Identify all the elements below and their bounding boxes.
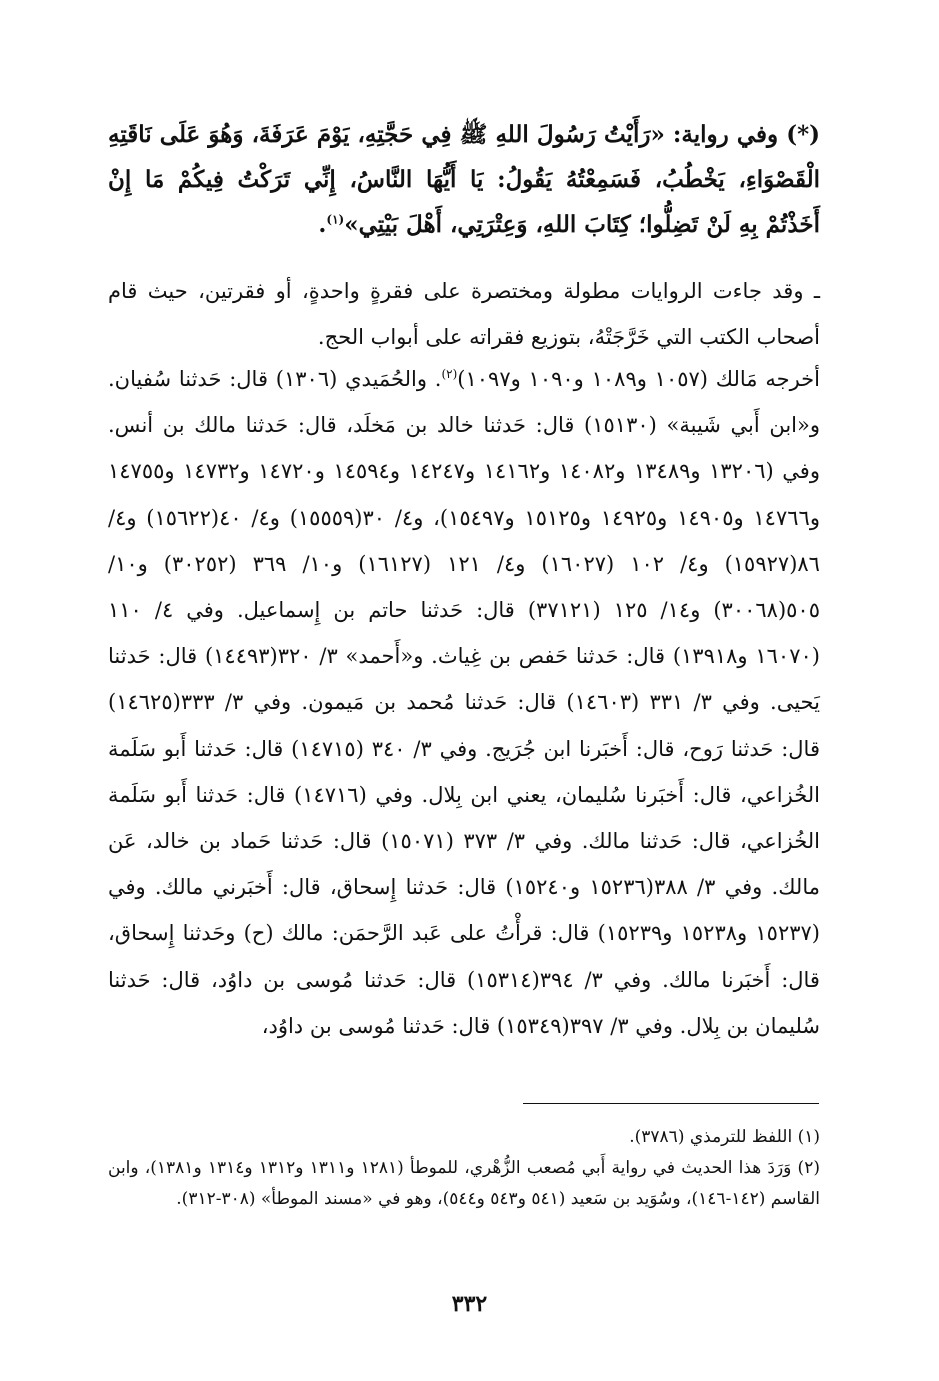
intro-paragraph: ـ وقد جاءت الروايات مطولة ومختصرة على فقرةٍ واحدةٍ، أو فقرتين، حيث قام أصحاب الكتب التي خَرَّجَتْهُ، بتوزيع فقراته على أبواب الحج.: [108, 279, 820, 349]
hadith-paragraph: (*) وفي رواية: «رَأَيْتُ رَسُولَ اللهِ ﷺ فِي حَجَّتِهِ، يَوْمَ عَرَفَةَ، وَهُوَ عَلَى نَاقَتِهِ الْقَصْوَاءِ، يَخْطُبُ، فَسَمِعْتُهُ يَقُولُ: يَا أَيُّهَا النَّاسُ، إِنِّي تَرَكْتُ فِيكُمْ مَا إِنْ أَخَذْتُمْ بِهِ لَنْ تَضِلُّوا؛ كِتَابَ اللهِ، وَعِتْرَتِي، أَهْلَ بَيْتِي»$^{(١)}$.: [108, 121, 820, 238]
footnote-2: (٢) وَرَدَ هذا الحديث في رواية أَبي مُصعب الزُّهْري، للموطأ (١٢٨١ و١٣١١ و١٣١٢ و١٣١٤ و١٣٨١)، وابن القاسم (١٤٢-١٤٦)، وسُوَيد بن سَعيد (٥٤١ و٥٤٣ و٥٤٤)، وهو في «مسند الموطأ» (٣٠٨-٣١٢).: [108, 1158, 820, 1209]
takhrij-text-part2: . والحُمَيدي (١٣٠٦) قال: حَدثنا سُفيان. و«ابن أَبي شَيبة» (١٥١٣٠) قال: حَدثنا خالد بن مَخلَد، قال: حَدثنا مالك بن أنس. وفي (١٣٢٠٦ و١٣٤٨٩ و١٤٠٨٢ و١٤١٦٢ و١٤٢٤٧ و١٤٥٩٤ و١٤٧٢٠ و١٤٧٣٢ و١٤٧٥٥ و١٤٧٦٦ و١٤٩٠٥ و١٤٩٢٥ و١٥١٢٥ و١٥٤٩٧)، و٤/ ٣٠(١٥٥٥٩) و٤/ ٤٠(١٥٦٢٢) و٤/ ٨٦(١٥٩٢٧) و٤/ ١٠٢ (١٦٠٢٧) و٤/ ١٢١ (١٦١٢٧) و١٠/ ٣٦٩ (٣٠٢٥٢) و١٠/ ٥٠٥(٣٠٠٦٨) و١٤/ ١٢٥ (٣٧١٢١) قال: حَدثنا حاتم بن إِسماعيل. وفي ٤/ ١١٠ (١٦٠٧٠ و١٣٩١٨) قال: حَدثنا حَفص بن غِياث. و«أَحمد» ٣/ ٣٢٠(١٤٤٩٣) قال: حَدثنا يَحيى. وفي ٣/ ٣٣١ (١٤٦٠٣) قال: حَدثنا مُحمد بن مَيمون. وفي ٣/ ٣٣٣(١٤٦٢٥) قال: حَدثنا رَوح، قال: أَخبَرنا ابن جُرَيج. وفي ٣/ ٣٤٠ (١٤٧١٥) قال: حَدثنا أَبو سَلَمة الخُزاعي، قال: أَخبَرنا سُليمان، يعني ابن بِلال. وفي (١٤٧١٦) قال: حَدثنا أَبو سَلَمة الخُزاعي، قال: حَدثنا مالك. وفي ٣/ ٣٧٣ (١٥٠٧١) قال: حَدثنا حَماد بن خالد، عَن مالك. وفي ٣/ ٣٨٨(١٥٢٣٦ و١٥٢٤٠) قال: حَدثنا إِسحاق، قال: أَخبَرني مالك. وفي (١٥٢٣٧ و١٥٢٣٨ و١٥٢٣٩) قال: قرأْتُ على عَبد الرَّحمَن: مالك (ح) وحَدثنا إِسحاق، قال: أَخبَرنا مالك. وفي ٣/ ٣٩٤(١٥٣١٤) قال: حَدثنا مُوسى بن داوُد، قال: حَدثنا سُليمان بن بِلال. وفي ٣/ ٣٩٧(١٥٣٤٩) قال: حَدثنا مُوسى بن داوُد،: [108, 367, 820, 1038]
takhrij-paragraph: [108, 356, 820, 1049]
footnote-ref-2: (٢): [441, 367, 458, 381]
takhrij-text-block: [108, 356, 820, 1049]
footnote-1: (١) اللفظ للترمذي (٣٧٨٦).: [629, 1127, 820, 1147]
takhrij-text-part1: أخرجه مَالك (١٠٥٧ و١٠٨٩ و١٠٩٠ و١٠٩٧): [457, 367, 820, 391]
footnote-ref-1: (١): [326, 212, 345, 227]
intro-text-block: [108, 268, 820, 360]
page-number: ٣٣٢: [451, 1291, 488, 1317]
hadith-text: (*) وفي رواية: «رَأَيْتُ رَسُولَ اللهِ ﷺ فِي حَجَّتِهِ، يَوْمَ عَرَفَةَ، وَهُوَ عَلَى نَاقَتِهِ الْقَصْوَاءِ، يَخْطُبُ، فَسَمِعْتُهُ يَقُولُ: يَا أَيُّهَا النَّاسُ، إِنِّي تَرَكْتُ فِيكُمْ مَا إِنْ أَخَذْتُمْ بِهِ لَنْ تَضِلُّوا؛ كِتَابَ اللهِ، وَعِتْرَتِي، أَهْلَ بَيْتِي»: [108, 121, 820, 238]
hadith-text-block: [108, 112, 820, 247]
footnotes-block: [108, 1122, 820, 1215]
footnote-separator: [523, 1103, 819, 1104]
